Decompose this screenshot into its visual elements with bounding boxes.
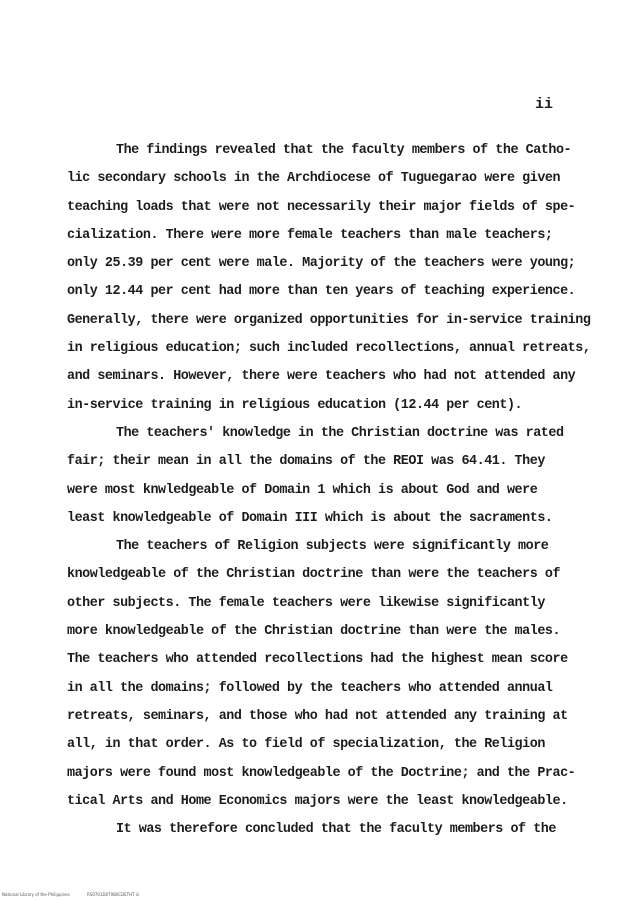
text-line: in-service training in religious education (12.44 per cent). bbox=[67, 397, 523, 413]
page-number: ii bbox=[535, 96, 554, 113]
text-line: in religious education; such included recollections, annual retreats, bbox=[67, 341, 591, 357]
text-line: only 25.39 per cent were male. Majority of the teachers were young; bbox=[67, 256, 576, 272]
scan-footer bbox=[2, 892, 155, 897]
text-line: and seminars. However, there were teachers who had not attended any bbox=[67, 369, 576, 385]
text-line: The findings revealed that the faculty members of the Catho- bbox=[116, 143, 572, 158]
text-line: least knowledgeable of Domain III which is about the sacraments. bbox=[67, 510, 553, 526]
text-line: retreats, seminars, and those who had not attended any training at bbox=[67, 708, 568, 724]
text-line: all, in that order. As to field of specialization, the Religion bbox=[67, 737, 545, 753]
text-line: in all the domains; followed by the teachers who attended annual bbox=[67, 680, 553, 696]
text-line: tical Arts and Home Economics majors were the least knowledgeable. bbox=[67, 793, 568, 809]
text-line: The teachers' knowledge in the Christian doctrine was rated bbox=[116, 425, 564, 441]
text-line: cialization. There were more female teachers than male teachers; bbox=[67, 227, 553, 243]
text-line: majors were found most knowledgeable of the Doctrine; and the Prac- bbox=[67, 765, 576, 781]
abstract-body bbox=[67, 137, 591, 844]
text-line: It was therefore concluded that the faculty members of the bbox=[116, 822, 556, 838]
text-line: teaching loads that were not necessarily their major fields of spe- bbox=[67, 199, 576, 215]
text-line: The teachers of Religion subjects were significantly more bbox=[116, 539, 549, 555]
text-line: more knowledgeable of the Christian doctrine than were the males. bbox=[67, 624, 561, 640]
text-line: The teachers who attended recollections had the highest mean score bbox=[67, 652, 568, 668]
text-line: were most knwledgeable of Domain 1 which is about God and were bbox=[67, 482, 538, 498]
text-line: knowledgeable of the Christian doctrine than were the teachers of bbox=[67, 567, 561, 583]
footer-library: National Library of the Philippines bbox=[2, 892, 70, 897]
text-line: other subjects. The female teachers were likewise significantly bbox=[67, 595, 545, 611]
text-line: lic secondary schools in the Archdiocese of Tuguegarao were given bbox=[67, 171, 561, 187]
text-line: Generally, there were organized opportunities for in-service training bbox=[67, 312, 591, 328]
text-line: only 12.44 per cent had more than ten years of teaching experience. bbox=[67, 284, 576, 300]
text-line: fair; their mean in all the domains of the REOI was 64.41. They bbox=[67, 454, 545, 470]
footer-code: RS0701D0T080CDETHT iii bbox=[87, 892, 140, 897]
